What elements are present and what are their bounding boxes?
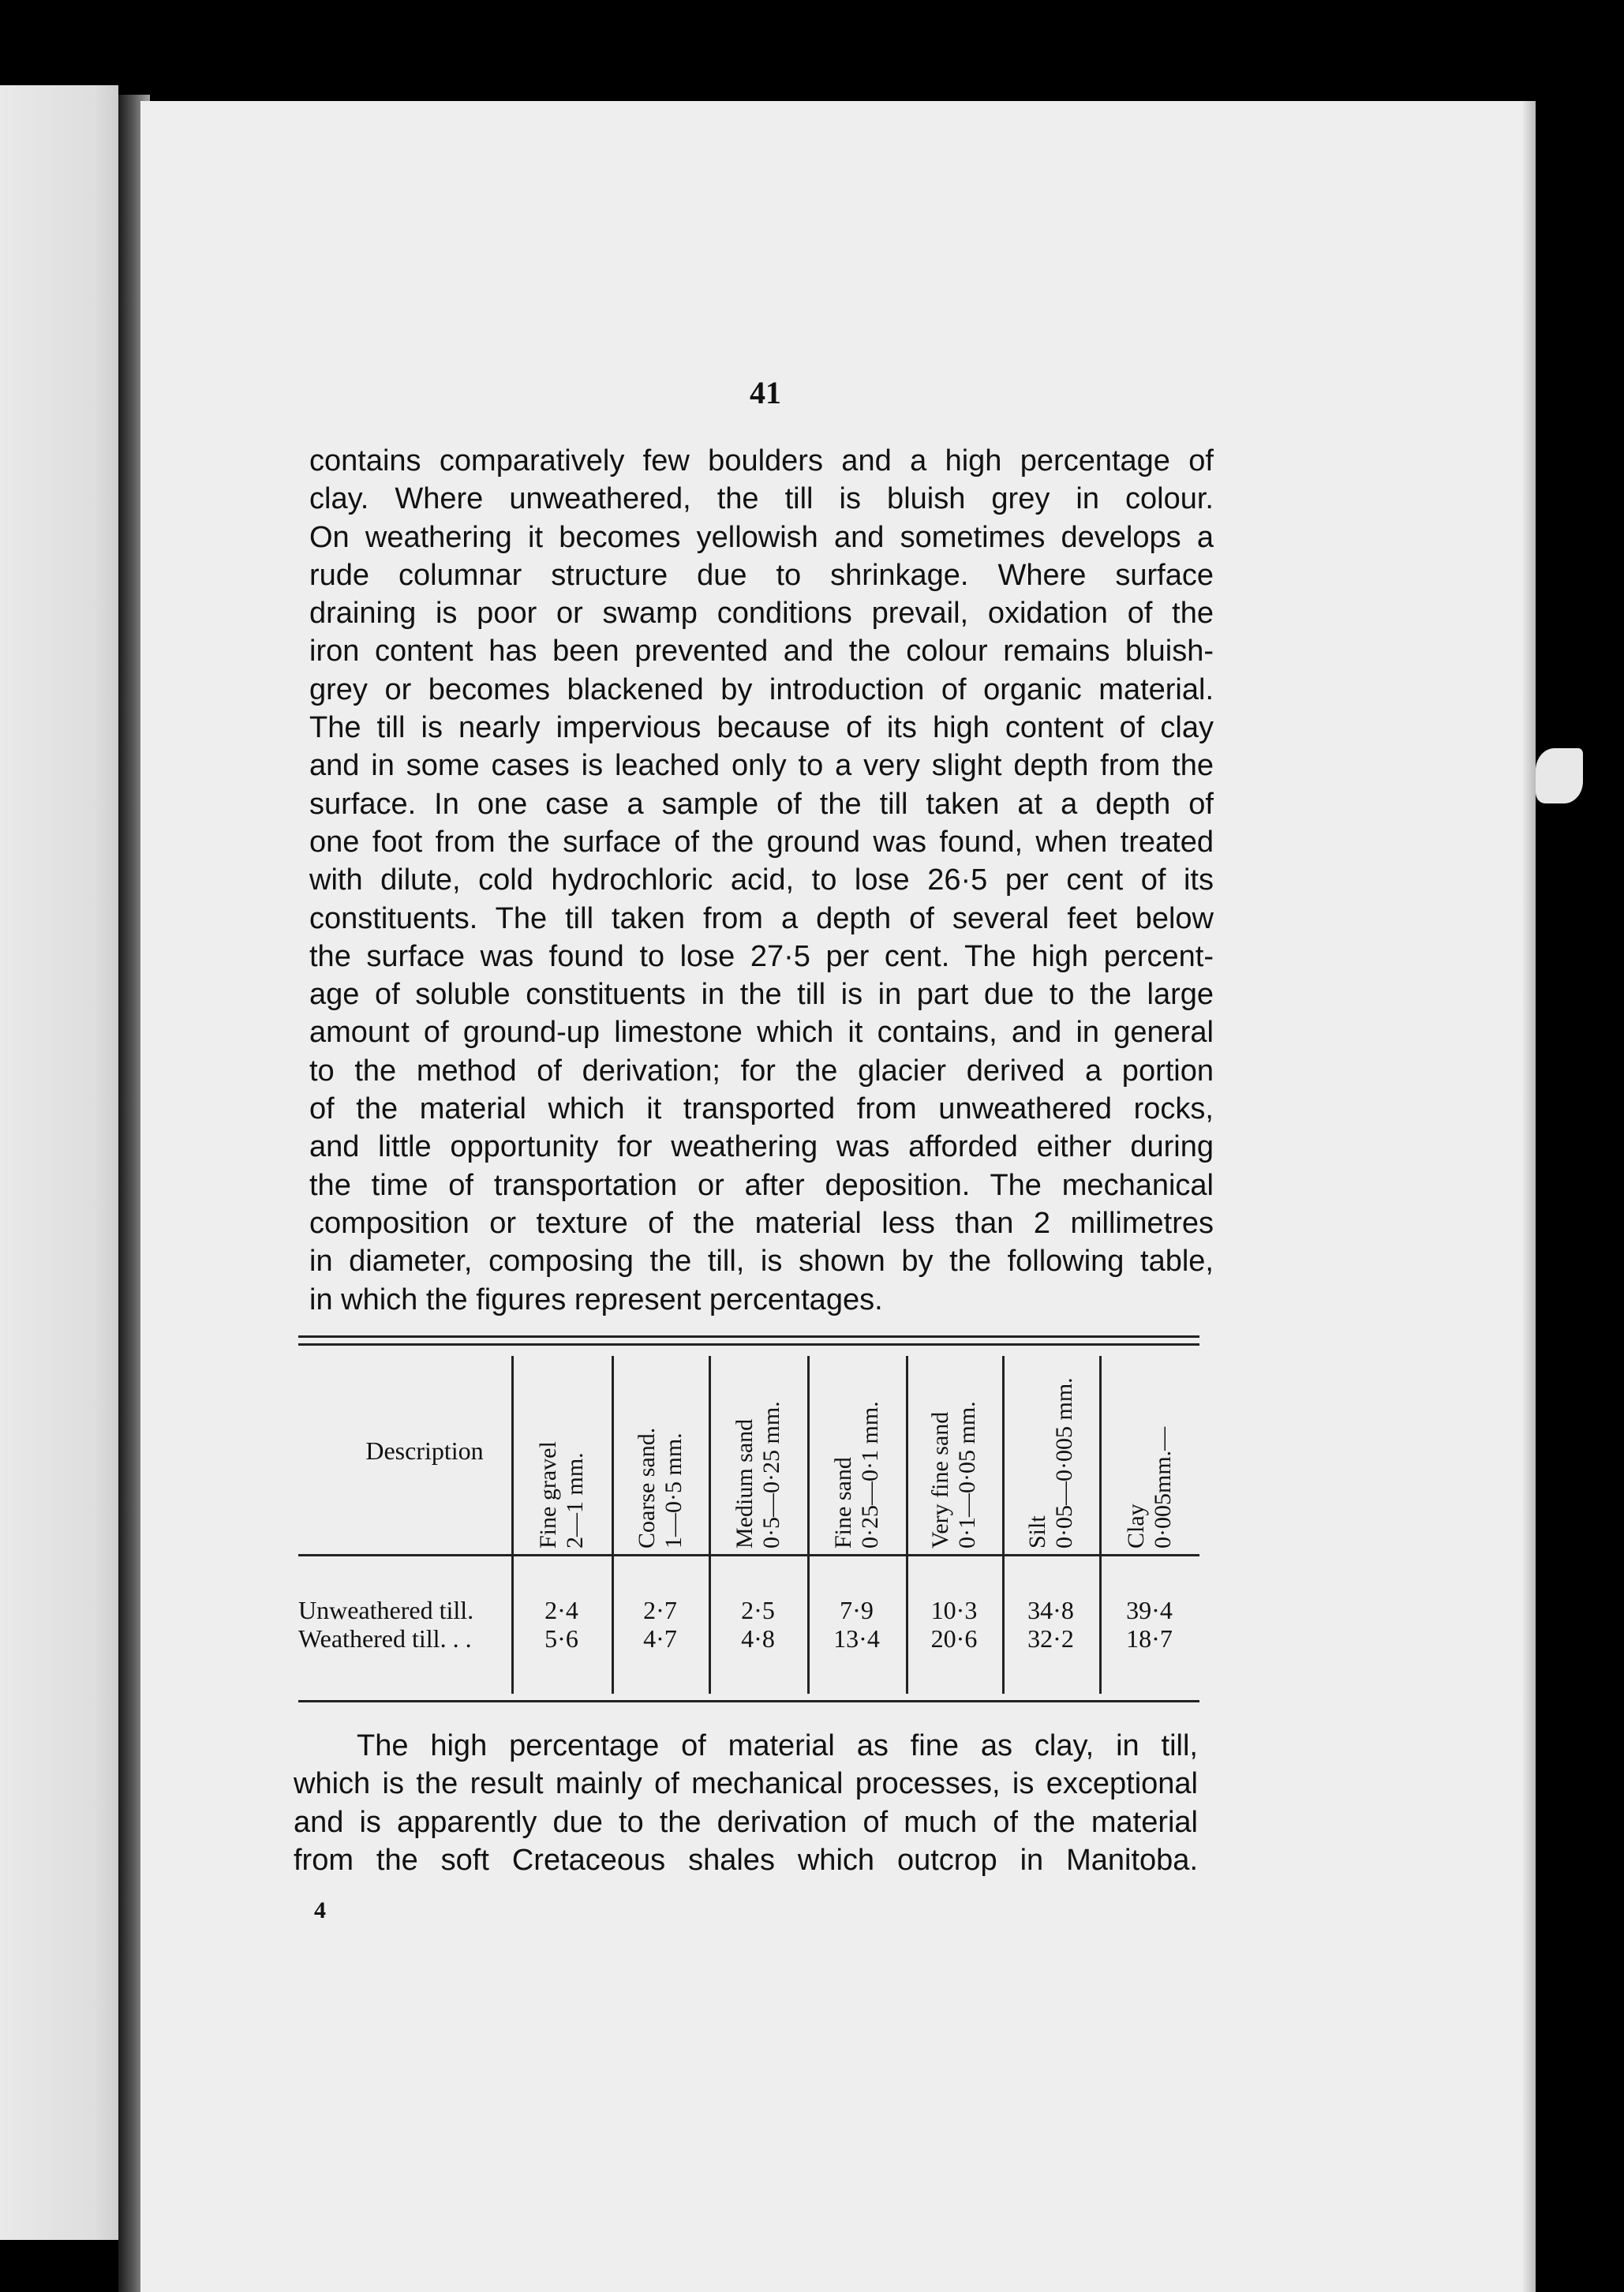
column-header-line: Silt: [1023, 1515, 1050, 1549]
table-cell: 2·5: [741, 1596, 775, 1624]
column-header: [906, 1359, 1002, 1549]
column-header-text: [1123, 1427, 1177, 1549]
text-line: The high percentage of material as fine as clay, in till,: [357, 1729, 1198, 1762]
column-header-line: 0·1—0·05 mm.: [954, 1401, 980, 1549]
signature-mark: 4: [314, 1897, 326, 1923]
text-line: composition or texture of the material less than 2 millimetres: [309, 1206, 1214, 1240]
column-header-text: [830, 1401, 884, 1549]
table-cell: 32·2: [1027, 1624, 1074, 1653]
text-line: constituents. The till taken from a depth of several feet below: [309, 901, 1214, 935]
column-header-line: 1—0·5 mm.: [660, 1432, 687, 1549]
column-header-text: [927, 1401, 981, 1549]
column-header-line: Medium sand: [731, 1418, 758, 1549]
table-cell: 4·7: [643, 1624, 677, 1653]
table-cell: 18·7: [1126, 1624, 1173, 1653]
column-header: [807, 1359, 906, 1549]
column-header-line: Fine gravel: [534, 1441, 561, 1549]
text-line: On weathering it becomes yellowish and sometimes develops a: [309, 520, 1214, 554]
text-line: The till is nearly impervious because of its high content of clay: [309, 711, 1214, 745]
description-header: Description: [365, 1436, 484, 1465]
table-cell: 5·6: [544, 1624, 578, 1653]
table-cell: 10·3: [930, 1596, 978, 1624]
column-header: [511, 1359, 612, 1549]
page-number: 41: [750, 375, 781, 410]
table-cell: 13·4: [833, 1624, 880, 1653]
text-line: in which the figures represent percentages.: [309, 1283, 883, 1316]
table-cell: 7·9: [840, 1596, 874, 1624]
closing-paragraph: [294, 1727, 1198, 1879]
text-line: clay. Where unweathered, the till is bluish grey in colour.: [309, 482, 1214, 516]
column-header-line: Clay: [1122, 1504, 1149, 1549]
text-line: with dilute, cold hydrochloric acid, to lose 26·5 per cent of its: [309, 863, 1214, 897]
text-line: and is apparently due to the derivation of much of the material: [294, 1805, 1198, 1839]
column-header-line: 2—1 mm.: [561, 1452, 588, 1549]
column-header-line: Very fine sand: [927, 1411, 953, 1549]
column-header-text: [732, 1401, 785, 1549]
table-header-rule: [298, 1554, 1199, 1556]
text-line: draining is poor or swamp conditions prevail, oxidation of the: [309, 597, 1214, 631]
row-label: Unweathered till.: [298, 1596, 474, 1624]
body-paragraph: [309, 442, 1214, 1319]
column-header-line: 0·25—0·1 mm.: [856, 1401, 883, 1549]
column-header-text: [634, 1428, 687, 1549]
text-line: amount of ground-up limestone which it contains, and in general: [309, 1016, 1214, 1050]
text-line: from the soft Cretaceous shales which outcrop in Manitoba.: [294, 1843, 1198, 1877]
text-line: iron content has been prevented and the colour remains bluish-: [309, 635, 1214, 668]
table-bottom-rule: [298, 1700, 1199, 1702]
text-line: rude columnar structure due to shrinkage. Where surface: [309, 558, 1214, 592]
text-line: to the method of derivation; for the glacier derived a portion: [309, 1054, 1214, 1088]
table-cell: 2·4: [544, 1596, 578, 1624]
column-header: [709, 1359, 807, 1549]
text-line: and little opportunity for weathering was afforded either during: [309, 1130, 1214, 1164]
text-line: one foot from the surface of the ground was found, when treated: [309, 825, 1214, 859]
column-header-line: 0·5—0·25 mm.: [758, 1401, 784, 1549]
table-top-rule: [298, 1335, 1199, 1338]
table-cell: 39·4: [1126, 1596, 1173, 1624]
table-cell: 20·6: [930, 1624, 978, 1653]
table-cell: 2·7: [643, 1596, 677, 1624]
table-cell: 4·8: [741, 1624, 775, 1653]
column-header: [1002, 1359, 1099, 1549]
text-line: the surface was found to lose 27·5 per cent. The high percent-: [309, 939, 1214, 973]
paper-scrap: [1536, 748, 1583, 803]
column-header-text: [535, 1441, 589, 1549]
text-line: which is the result mainly of mechanical processes, is exceptional: [294, 1767, 1198, 1801]
text-line: age of soluble constituents in the till is in part due to the large: [309, 978, 1214, 1012]
column-header-line: 0·005mm.—: [1149, 1426, 1176, 1549]
column-header-line: Coarse sand.: [633, 1427, 660, 1549]
text-line: surface. In one case a sample of the till taken at a depth of: [309, 787, 1214, 821]
previous-page-edge: [0, 85, 118, 2240]
text-line: of the material which it transported from unweathered rocks,: [309, 1092, 1214, 1126]
text-line: the time of transportation or after deposition. The mechanical: [309, 1168, 1214, 1202]
page-right-edge: [1523, 101, 1536, 2292]
text-line: in diameter, composing the till, is shown by the following table,: [309, 1245, 1214, 1279]
column-header-line: 0·05—0·005 mm.: [1050, 1377, 1077, 1549]
row-label: Weathered till. . .: [298, 1624, 472, 1653]
text-line: and in some cases is leached only to a very slight depth from the: [309, 749, 1214, 783]
column-header: [612, 1359, 709, 1549]
text-line: grey or becomes blackened by introduction of organic material.: [309, 672, 1214, 706]
texture-table: [298, 1335, 1199, 1706]
column-header-line: Fine sand: [829, 1457, 856, 1549]
text-line: contains comparatively few boulders and a high percentage of: [309, 444, 1214, 478]
column-header: [1099, 1359, 1199, 1549]
table-cell: 34·8: [1027, 1596, 1074, 1624]
table-top-rule-inner: [298, 1343, 1199, 1346]
column-header-text: [1024, 1377, 1078, 1549]
